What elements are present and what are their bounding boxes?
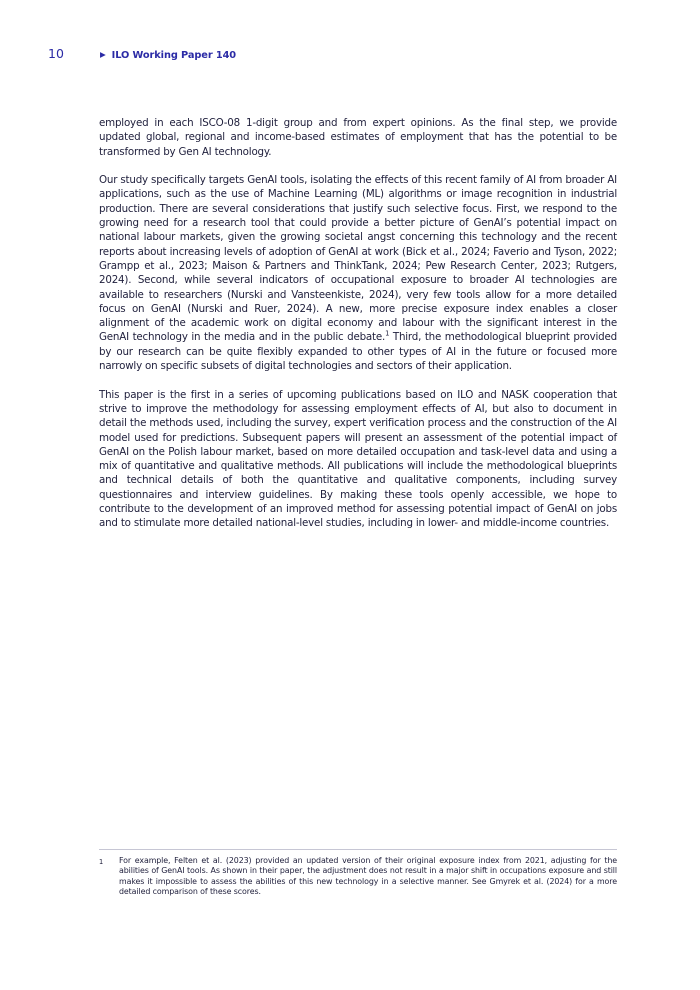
paragraph-2-text: Our study specifically targets GenAI tools, isolating the effects of this recent family of AI from broader AI applications, such as the use of Machine Learning (ML) algorithms or image recognition in industrial production. There are several considerations that justify such selective focus. First, we respond to the growing need for a research tool that could provide a better picture of GenAI’s potential impact on national labour markets, given the growing societal angst concerning this technology and the recent reports about increasing levels of adoption of GenAI at work (Bick et al., 2024; Faverio and Tyson, 2022; Grampp et al., 2023; Maison & Partners and ThinkTank, 2024; Pew Research Center, 2023; Rutgers, 2024). Second, while several indicators of occupational exposure to broader AI technologies are available to researchers (Nurski and Vansteenkiste, 2024), very few tools allow for a more detailed focus on GenAI (Nurski and Ruer, 2024). A new, more precise exposure index enables a closer alignment of the academic work on digital economy and labour with the significant interest in the GenAI technology in the media and in the public debate.	[99, 174, 617, 344]
paragraph-2	[99, 173, 617, 373]
footnote-text: For example, Felten et al. (2023) provided an updated version of their original exposure index from 2021, adjusting for the abilities of GenAI tools. As shown in their paper, the adjustment does not result in a major shift in occupations exposure and still makes it impossible to assess the abilities of this new technology in a selective manner. See Gmyrek et al. (2024) for a more detailed comparison of these scores.	[119, 856, 617, 897]
footnote-rule	[99, 849, 617, 850]
footnote-item	[99, 856, 617, 898]
paragraph-2-continued: Third, the methodological blueprint provided by our research can be quite flexibly expanded to other types of AI in the future or focused more narrowly on specific subsets of digital technologies and sectors of their application.	[99, 331, 617, 373]
page-number: 10	[48, 46, 64, 61]
header-title-text: ILO Working Paper 140	[111, 50, 237, 61]
footnote-reference-1: 1	[385, 330, 390, 339]
paragraph-3: This paper is the first in a series of upcoming publications based on ILO and NASK cooperation that strive to improve the methodology for assessing employment effects of AI, but also to document in detail the methods used, including the survey, expert verification process and the construction of the AI model used for predictions. Subsequent papers will present an assessment of the potential impact of GenAI on the Polish labour market, based on more detailed occupation and task-level data and using a mix of quantitative and qualitative methods. All publications will include the methodological blueprints and technical details of both the quantitative and qualitative components, including survey questionnaires and interview guidelines. By making these tools openly accessible, we hope to contribute to the development of an improved method for assessing potential impact of GenAI on jobs and to stimulate more detailed national-level studies, including in lower- and middle-income countries.	[99, 388, 617, 530]
triangle-icon: ▶	[100, 50, 106, 59]
footnote-section	[99, 849, 617, 898]
body-text	[99, 116, 617, 531]
footnote-marker: 1	[99, 858, 104, 866]
paragraph-1: employed in each ISCO-08 1-digit group and from expert opinions. As the final step, we provide updated global, regional and income-based estimates of employment that has the potential to be transformed by Gen AI technology.	[99, 117, 617, 158]
header-title	[100, 50, 236, 61]
page-header	[48, 46, 652, 61]
